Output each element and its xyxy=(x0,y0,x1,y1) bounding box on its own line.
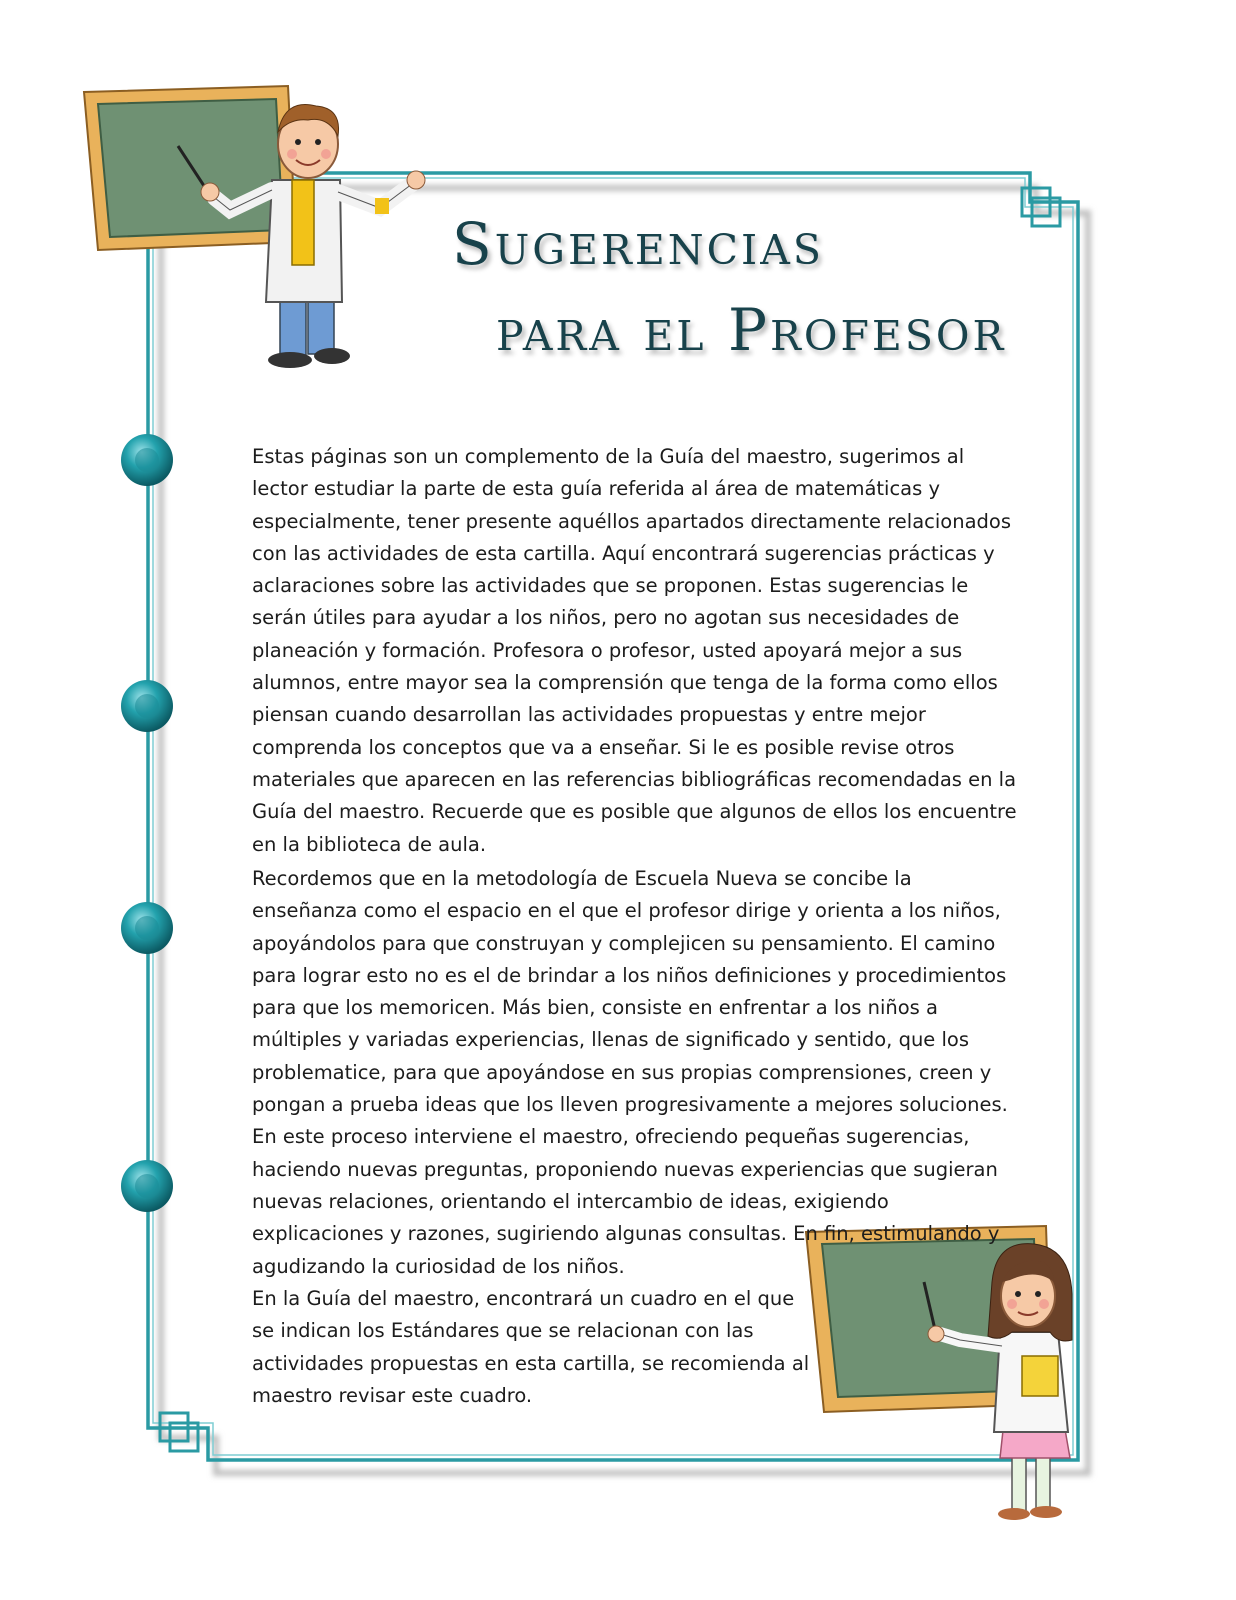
body-paragraph-1: Estas páginas son un complemento de la Guía del maestro, sugerimos al lector estudiar la parte de esta guía referida al área de matemáticas y especialmente, tener presente aquéllos apartados directamente relacionados con las actividades de esta cartilla. Aquí encontrará sugerencias prácticas y aclaraciones sobre las actividades que se proponen. Estas sugerencias le serán útiles para ayudar a los niños, pero no agotan sus necesidades de planeación y formación. Profesora o profesor, usted apoyará mejor a sus alumnos, entre mayor sea la comprensión que tenga de la forma como ellos piensan cuando desarrollan las actividades propuestas y entre mejor comprenda los conceptos que va a enseñar. Si le es posible revise otros materiales que aparecen en las referencias bibliográficas recomendadas en la Guía del maestro. Recuerde que es posible que algunos de ellos los encuentre en la biblioteca de aula. xyxy=(252,445,1017,856)
teacher-man-chalkboard-icon xyxy=(80,80,440,380)
body-paragraph-3: En la Guía del maestro, encontrará un cuadro en el que se indican los Estándares que se relacionan con las actividades propuestas en esta cartilla, se recomienda al maestro revisar este cuadro. xyxy=(252,1287,810,1407)
page-title-line-2: para el Profesor xyxy=(496,296,1007,364)
bead-bullet-icon xyxy=(119,678,175,734)
page-title-line-1: Sugerencias xyxy=(452,210,824,278)
bead-bullet-icon xyxy=(119,1158,175,1214)
bead-bullet-icon xyxy=(119,900,175,956)
body-paragraph-2: Recordemos que en la metodología de Escuela Nueva se concibe la enseñanza como el espacio en el que el profesor dirige y orienta a los niños, apoyándolos para que construyan y complejicen su pensamiento. El camino para lograr esto no es el de brindar a los niños definiciones y procedimientos para que los memoricen. Más bien, consiste en enfrentar a los niños a múltiples y variadas experiencias, llenas de significado y sentido, que los problematice, para que apoyándose en sus propias comprensiones, creen y pongan a prueba ideas que los lleven progresivamente a mejores soluciones. En este proceso interviene el maestro, ofreciendo pequeñas sugerencias, haciendo nuevas preguntas, proponiendo nuevas experiencias que sugieran nuevas relaciones, orientando el intercambio de ideas, exigiendo explicaciones y razones, sugiriendo algunas consultas. En fin, estimulando y agudizando la curiosidad de los niños. xyxy=(252,867,1008,1278)
bead-bullet-icon xyxy=(119,432,175,488)
